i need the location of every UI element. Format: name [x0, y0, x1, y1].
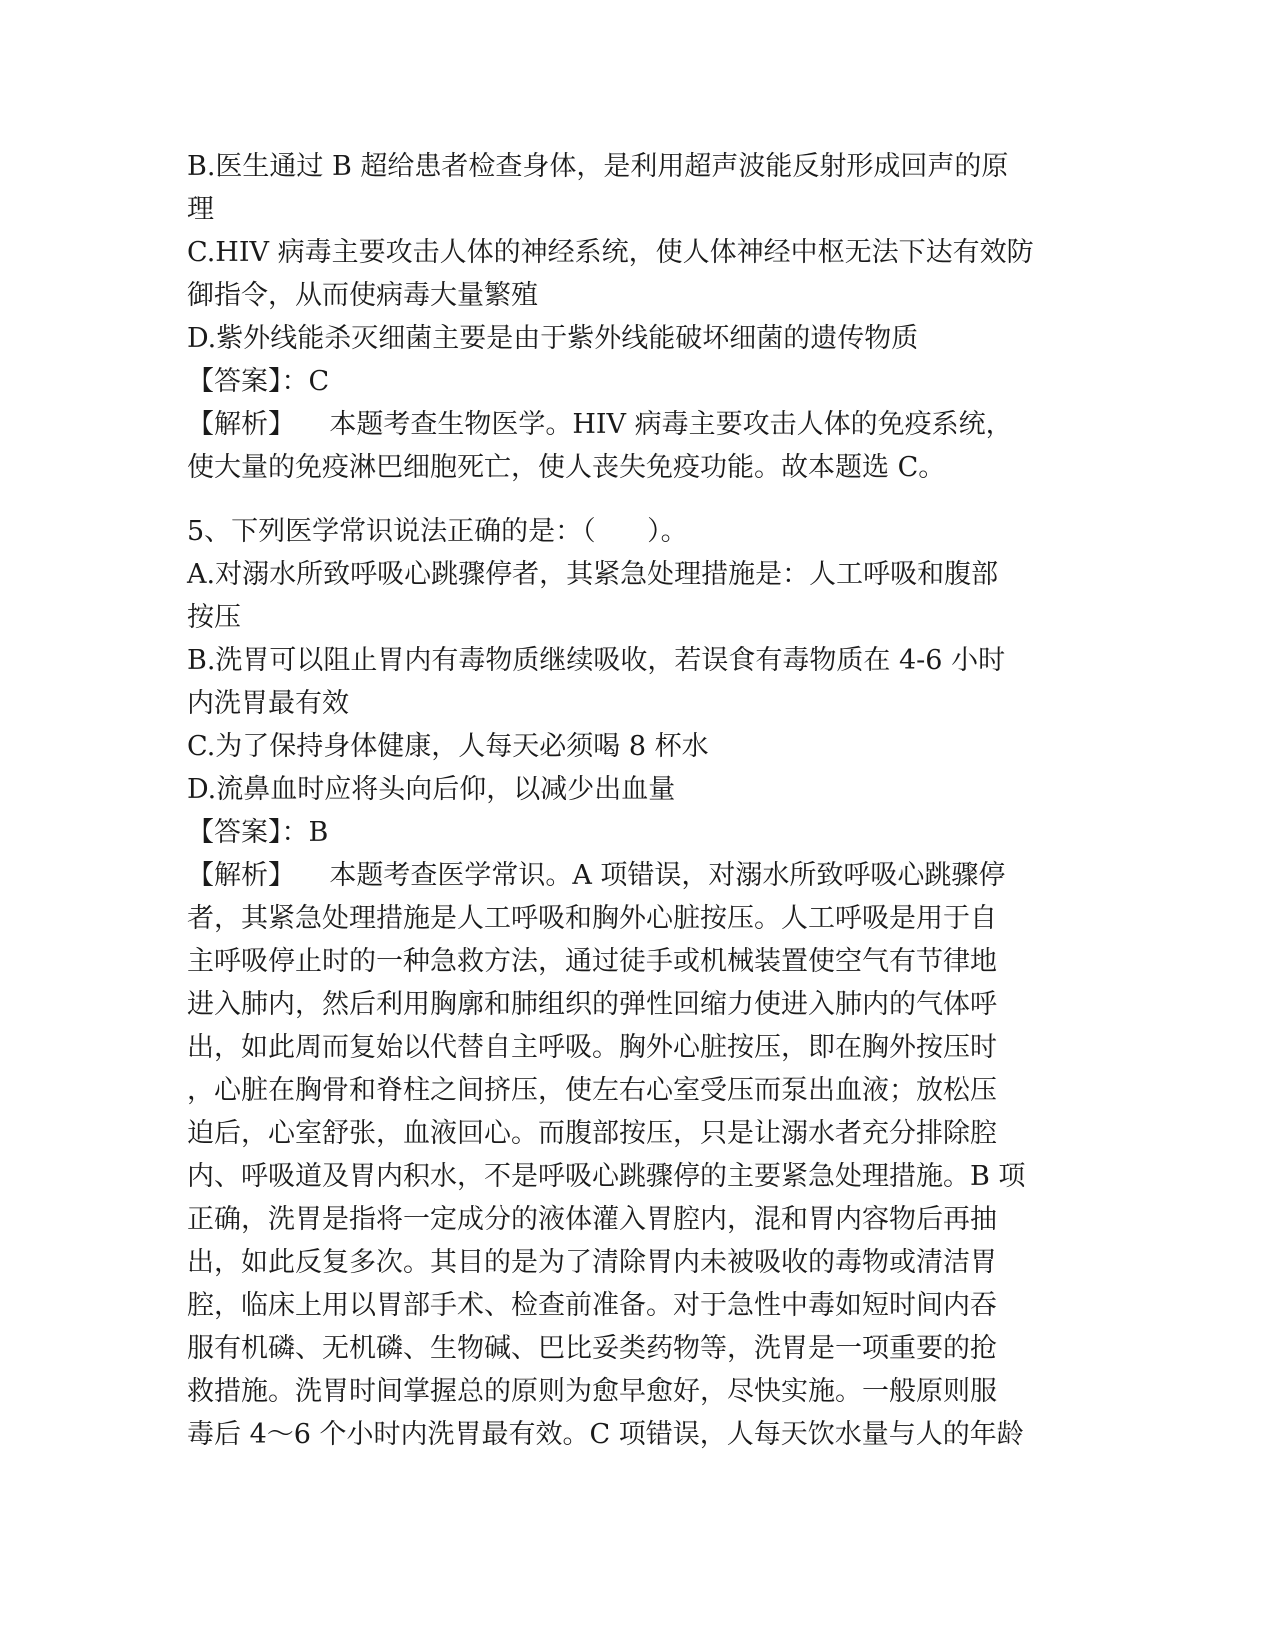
text-line: A.对溺水所致呼吸心跳骤停者，其紧急处理措施是：人工呼吸和腹部 — [187, 559, 999, 590]
q4-analysis — [187, 403, 1087, 489]
text-line: 进入肺内，然后利用胸廓和肺组织的弹性回缩力使进入肺内的气体呼 — [187, 989, 997, 1020]
text-line: 毒后 4～6 个小时内洗胃最有效。C 项错误，人每天饮水量与人的年龄 — [187, 1419, 1024, 1450]
text-line: 出，如此周而复始以代替自主呼吸。胸外心脏按压，即在胸外按压时 — [187, 1032, 997, 1063]
q4-option-b — [187, 145, 1087, 231]
q5-option-a — [187, 553, 1087, 639]
q5-analysis — [187, 854, 1087, 1456]
q4-option-c — [187, 231, 1087, 317]
text-line: 出，如此反复多次。其目的是为了清除胃内未被吸收的毒物或清洁胃 — [187, 1247, 997, 1278]
text-line: 御指令，从而使病毒大量繁殖 — [187, 280, 538, 311]
q4-answer: 【答案】：C — [187, 366, 330, 397]
text-line: 者，其紧急处理措施是人工呼吸和胸外心脏按压。人工呼吸是用于自 — [187, 903, 997, 934]
text-line: 服有机磷、无机磷、生物碱、巴比妥类药物等，洗胃是一项重要的抢 — [187, 1333, 997, 1364]
text-line: 正确，洗胃是指将一定成分的液体灌入胃腔内，混和胃内容物后再抽 — [187, 1204, 997, 1235]
text-line: C.HIV 病毒主要攻击人体的神经系统，使人体神经中枢无法下达有效防 — [187, 237, 1034, 268]
page-content — [187, 145, 1087, 1456]
text-line: ，心脏在胸骨和脊柱之间挤压，使左右心室受压而泵出血液；放松压 — [187, 1075, 997, 1106]
text-line: B.医生通过 B 超给患者检查身体，是利用超声波能反射形成回声的原 — [187, 151, 1009, 182]
text-line: 腔，临床上用以胃部手术、检查前准备。对于急性中毒如短时间内吞 — [187, 1290, 997, 1321]
text-line: 救措施。洗胃时间掌握总的原则为愈早愈好，尽快实施。一般原则服 — [187, 1376, 997, 1407]
text-line: C.为了保持身体健康，人每天必须喝 8 杯水 — [187, 731, 709, 762]
q5-option-d — [187, 768, 1087, 811]
text-line: 内洗胃最有效 — [187, 688, 349, 719]
text-line: D.流鼻血时应将头向后仰，以减少出血量 — [187, 774, 676, 805]
q5-answer: 【答案】：B — [187, 817, 329, 848]
text-line: 使大量的免疫淋巴细胞死亡，使人丧失免疫功能。故本题选 C。 — [187, 452, 946, 483]
text-line: B.洗胃可以阻止胃内有毒物质继续吸收，若误食有毒物质在 4-6 小时 — [187, 645, 1006, 676]
text-line: 迫后，心室舒张，血液回心。而腹部按压，只是让溺水者充分排除腔 — [187, 1118, 997, 1149]
text-line: 内、呼吸道及胃内积水，不是呼吸心跳骤停的主要紧急处理措施。B 项 — [187, 1161, 1026, 1192]
text-line: 按压 — [187, 602, 241, 633]
question-gap — [187, 489, 1087, 510]
q5-question: 5、下列医学常识说法正确的是：（ ）。 — [187, 516, 688, 547]
q5-option-b — [187, 639, 1087, 725]
text-line: 主呼吸停止时的一种急救方法，通过徒手或机械装置使空气有节律地 — [187, 946, 997, 977]
text-line: 【解析】 本题考查生物医学。HIV 病毒主要攻击人体的免疫系统， — [187, 409, 1013, 440]
q4-option-d — [187, 317, 1087, 360]
text-line: 【解析】 本题考查医学常识。A 项错误，对溺水所致呼吸心跳骤停 — [187, 860, 1006, 891]
text-line: 理 — [187, 194, 214, 225]
q5-option-c — [187, 725, 1087, 768]
text-line: D.紫外线能杀灭细菌主要是由于紫外线能破坏细菌的遗传物质 — [187, 323, 919, 354]
